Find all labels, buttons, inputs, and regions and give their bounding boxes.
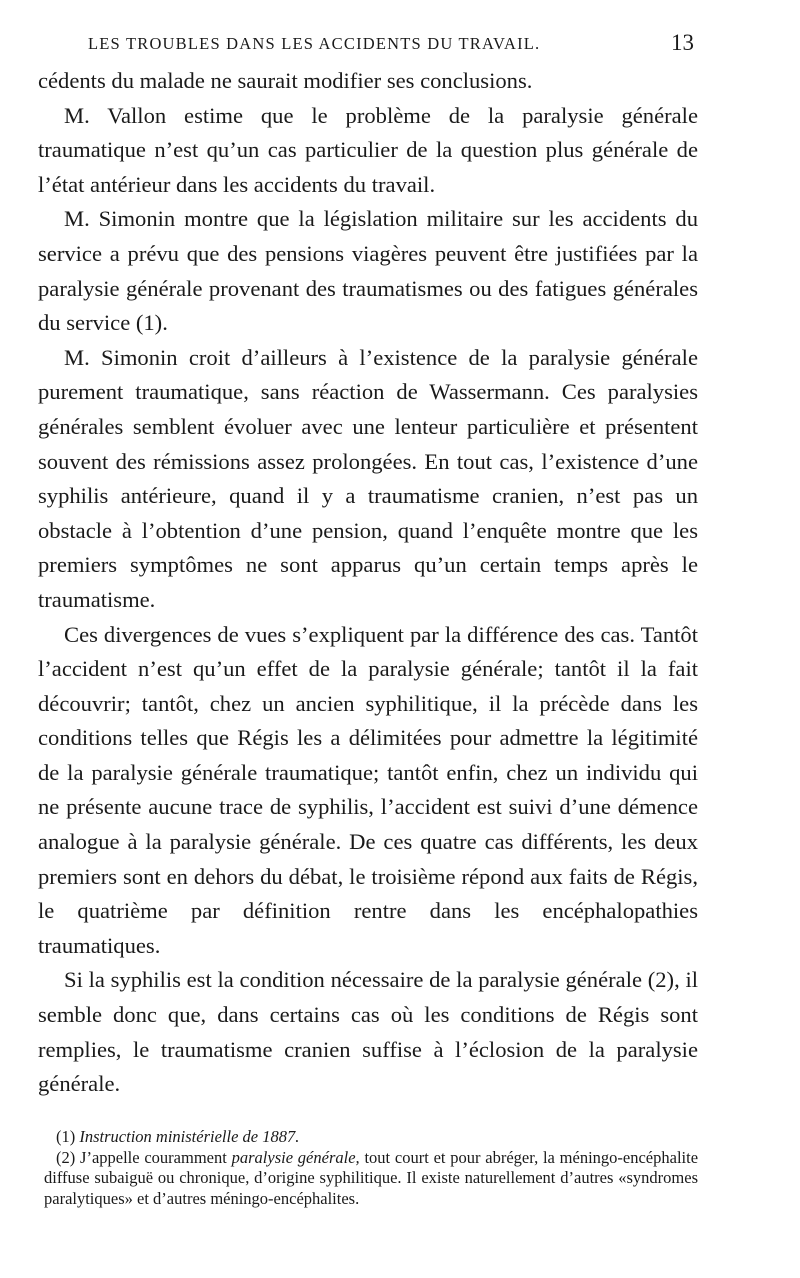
paragraph: cédents du malade ne saurait modifier ses conclusions.: [38, 68, 533, 93]
footnote-text: tout court et pour abréger, la méningo-encéphalite diffuse subaiguë ou chronique, d’origine syphilitique. Il existe naturellement d’autres «syndromes paralytiques» et d’autres méningo-encéphalites.: [44, 1147, 699, 1208]
footnote-text: Instruction ministérielle de 1887.: [79, 1127, 300, 1146]
paragraph: Si la syphilis est la condition nécessaire de la paralysie générale (2), il semble donc que, dans certains cas où les conditions de Régis sont remplies, le traumatisme cranien suffise à l’éclosion de la paralysie générale.: [38, 967, 698, 1097]
body-text: [38, 64, 698, 1102]
paragraph: M. Simonin montre que la législation militaire sur les accidents du service a prévu que des pensions viagères peuvent être justifiées par la paralysie générale provenant des traumatismes ou des fatigues générales du service (1).: [38, 206, 698, 336]
paragraph: M. Simonin croit d’ailleurs à l’existence de la paralysie générale purement traumatique, sans réaction de Wassermann. Ces paralysies générales semblent évoluer avec une lenteur particulière et présentent souvent des rémissions assez prolongées. En tout cas, l’existence d’une syphilis antérieure, quand il y a traumatisme cranien, n’est pas un obstacle à l’obtention d’une pension, quand l’enquête montre que les premiers symptômes ne sont apparus qu’un certain temps après le traumatisme.: [38, 344, 698, 612]
footnote-marker: (2): [56, 1147, 76, 1167]
footnote-text: J’appelle couramment: [80, 1147, 227, 1167]
footnote-term: paralysie générale,: [231, 1147, 360, 1167]
footnotes: [44, 1127, 698, 1209]
footnote-1: [44, 1127, 698, 1148]
running-header: LES TROUBLES DANS LES ACCIDENTS DU TRAVAIL.: [88, 34, 541, 53]
page-number: 13: [671, 30, 694, 55]
paragraph: Ces divergences de vues s’expliquent par la différence des cas. Tantôt l’accident n’est qu’un effet de la paralysie générale; tantôt il la fait découvrir; tantôt, chez un ancien syphilitique, il la précède dans les conditions telles que Régis les a délimitées pour admettre la légitimité de la paralysie générale traumatique; tantôt enfin, chez un individu qui ne présente aucune trace de syphilis, l’accident est suivi d’une démence analogue à la paralysie générale. De ces quatre cas différents, les deux premiers sont en dehors du débat, le troisième répond aux faits de Régis, le quatrième par définition rentre dans les encéphalopathies traumatiques.: [38, 621, 698, 958]
paragraph: M. Vallon estime que le problème de la paralysie générale traumatique n’est qu’un cas particulier de la question plus générale de l’état antérieur dans les accidents du travail.: [38, 102, 698, 197]
footnote-2: [44, 1148, 698, 1210]
footnote-marker: (1): [56, 1127, 76, 1146]
